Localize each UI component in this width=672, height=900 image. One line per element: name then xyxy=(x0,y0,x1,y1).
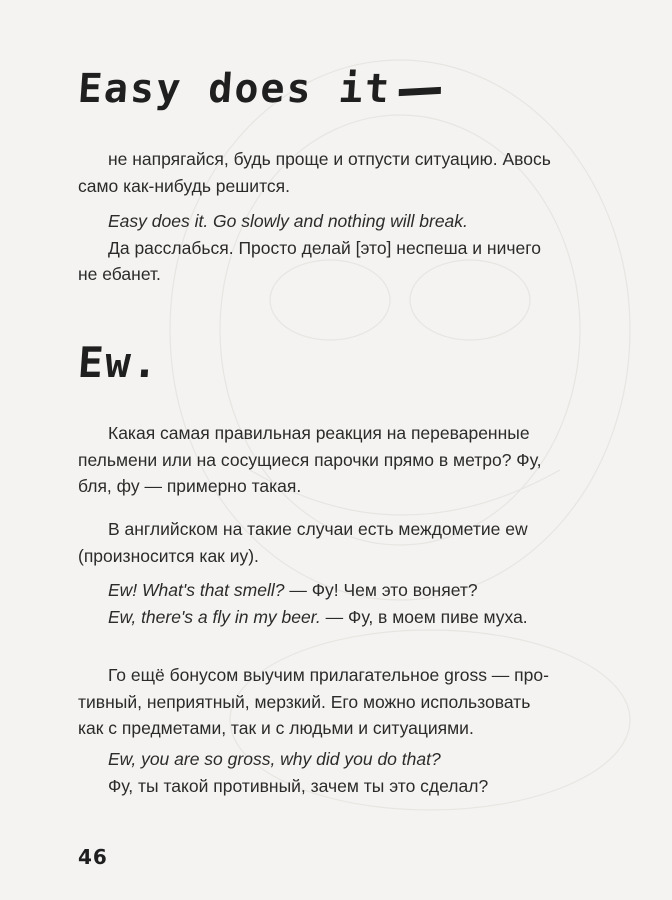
text-line: Го ещё бонусом выучим прилагательное gross — про- xyxy=(108,665,549,685)
heading-easy-text: Easy does it xyxy=(76,66,393,112)
example-russian: Фу, в моем пиве муха. xyxy=(348,606,528,627)
ew-examples xyxy=(78,577,638,630)
example-russian: Фу, ты такой противный, зачем ты это сделал? xyxy=(108,775,489,796)
text-line: В английском на такие случаи есть междометие ew xyxy=(108,519,528,539)
example-english: Easy does it. Go slowly and nothing will break. xyxy=(108,211,468,231)
ew-paragraph-2 xyxy=(78,516,638,569)
example-english: Ew, there's a fly in my beer. xyxy=(108,606,321,627)
heading-dash xyxy=(399,86,441,95)
ew-paragraph-3 xyxy=(78,662,638,742)
text-line: (произносится как иу). xyxy=(78,545,259,566)
example-russian: Фу! Чем это воняет? xyxy=(311,580,478,600)
example-english: Ew, you are so gross, why did you do that? xyxy=(108,749,441,769)
example-row xyxy=(78,577,638,604)
text-line: бля, фу — примерно такая. xyxy=(78,476,302,496)
ew-final-example xyxy=(78,746,638,799)
example-russian-line: не ебанет. xyxy=(78,264,161,284)
example-separator: — xyxy=(320,606,349,627)
example-russian-line: Да расслабься. Просто делай [это] неспеша и ничего xyxy=(108,237,541,258)
heading-ew-text: Ew. xyxy=(76,338,162,387)
text-line: тивный, неприятный, мерзкий. Его можно использовать xyxy=(78,691,531,712)
example-separator: — xyxy=(284,580,312,600)
easy-example xyxy=(78,208,638,288)
text-line: не напрягайся, будь проще и отпусти ситуацию. Авось xyxy=(108,149,551,169)
easy-definition xyxy=(78,146,638,199)
text-line: Какая самая правильная реакция на переваренные xyxy=(108,423,530,443)
ew-paragraph-1 xyxy=(78,420,638,500)
text-line: пельмени или на сосущиеся парочки прямо в метро? Фу, xyxy=(78,449,542,470)
example-english: Ew! What's that smell? xyxy=(108,580,285,600)
text-line: само как-нибудь решится. xyxy=(78,175,290,196)
page-number: 46 xyxy=(78,845,108,869)
heading-ew xyxy=(76,338,161,387)
example-row xyxy=(78,604,638,631)
text-line: как с предметами, так и с людьми и ситуациями. xyxy=(78,718,474,738)
heading-easy-does-it xyxy=(76,66,442,112)
